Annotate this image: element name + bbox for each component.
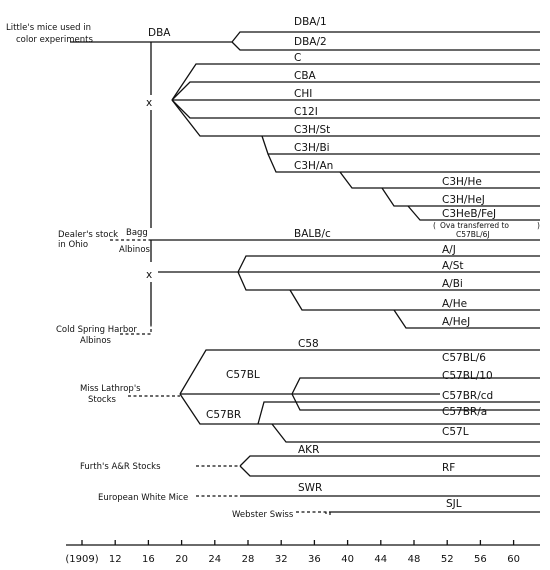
strain-c3hebfej: C3HeB/FeJ xyxy=(442,208,497,220)
year-tick-label: 12 xyxy=(108,554,122,565)
strain-c57bl6: C57BL/6 xyxy=(442,352,486,364)
node-cross-2: x xyxy=(146,269,153,281)
year-tick-label: 40 xyxy=(341,554,354,565)
source-dealer-line1: Dealer's stock xyxy=(58,230,119,240)
year-tick-label: 24 xyxy=(208,554,222,565)
year-tick-label: 56 xyxy=(474,554,487,565)
strain-balbc: BALB/c xyxy=(294,228,331,240)
svg-text:): ) xyxy=(537,221,540,230)
strain-c57l: C57L xyxy=(442,426,469,438)
year-tick-label: 36 xyxy=(308,554,321,565)
year-tick-label: 32 xyxy=(274,554,288,565)
strain-akr: AKR xyxy=(298,444,320,456)
strain-c3hbi: C3H/Bi xyxy=(294,142,330,154)
year-tick-label: 44 xyxy=(374,554,388,565)
source-coldspring-line2: Albinos xyxy=(80,336,111,346)
year-tick-label: 60 xyxy=(507,554,520,565)
node-dba: DBA xyxy=(148,27,171,39)
year-axis xyxy=(65,540,540,565)
source-furth: Furth's A&R Stocks xyxy=(80,462,161,472)
source-european: European White Mice xyxy=(98,493,189,503)
strain-sjl: SJL xyxy=(446,498,462,510)
year-tick-label: 28 xyxy=(241,554,255,565)
source-little-line2: color experiments xyxy=(16,35,93,45)
strain-dba1: DBA/1 xyxy=(294,16,327,28)
strain-dba2: DBA/2 xyxy=(294,36,327,48)
svg-text:(: ( xyxy=(433,221,436,230)
strain-c3hst: C3H/St xyxy=(294,124,331,136)
strain-rf: RF xyxy=(442,462,456,474)
strain-abi: A/Bi xyxy=(442,278,463,290)
source-dealer-line2: in Ohio xyxy=(58,240,89,250)
lineage-lines xyxy=(70,32,540,512)
source-coldspring-line1: Cold Spring Harbor xyxy=(56,325,137,335)
strain-c57bl10: C57BL/10 xyxy=(442,370,493,382)
source-little-line1: Little's mice used in xyxy=(6,23,91,33)
source-webster: Webster Swiss xyxy=(232,510,294,520)
source-bagg-line2: Albinos xyxy=(119,245,150,255)
note-ova-line1: Ova transferred to xyxy=(440,221,510,230)
year-tick-label: 48 xyxy=(407,554,421,565)
year-axis-ticks xyxy=(65,540,520,565)
strain-swr: SWR xyxy=(298,482,323,494)
strain-c3hhe: C3H/He xyxy=(442,176,482,188)
source-connectors xyxy=(110,240,330,516)
strain-c58: C58 xyxy=(298,338,319,350)
source-bagg-line1: Bagg xyxy=(126,228,148,238)
node-c57bl: C57BL xyxy=(226,369,260,381)
strain-c3han: C3H/An xyxy=(294,160,334,172)
strain-c57brcd: C57BR/cd xyxy=(442,390,494,402)
year-tick-label: (1909) xyxy=(65,554,99,565)
strain-aj: A/J xyxy=(442,244,456,256)
node-cross-1: x xyxy=(146,97,153,109)
strain-c: C xyxy=(294,52,302,64)
strain-ahe: A/He xyxy=(442,298,468,310)
note-ova-line2: C57BL/6J xyxy=(456,230,490,239)
year-tick-label: 52 xyxy=(440,554,454,565)
strain-chi: CHI xyxy=(294,88,313,100)
node-c57br: C57BR xyxy=(206,409,242,421)
source-lathrop-line1: Miss Lathrop's xyxy=(80,384,141,394)
strain-cba: CBA xyxy=(294,70,316,82)
strain-ahej: A/HeJ xyxy=(442,316,471,328)
strain-ast: A/St xyxy=(442,260,464,272)
year-tick-label: 20 xyxy=(175,554,188,565)
strain-c12i: C12I xyxy=(294,106,318,118)
strain-c57bra: C57BR/a xyxy=(442,406,488,418)
source-lathrop-line2: Stocks xyxy=(88,395,116,405)
year-tick-label: 16 xyxy=(142,554,155,565)
strain-c3hhej: C3H/HeJ xyxy=(442,194,485,206)
